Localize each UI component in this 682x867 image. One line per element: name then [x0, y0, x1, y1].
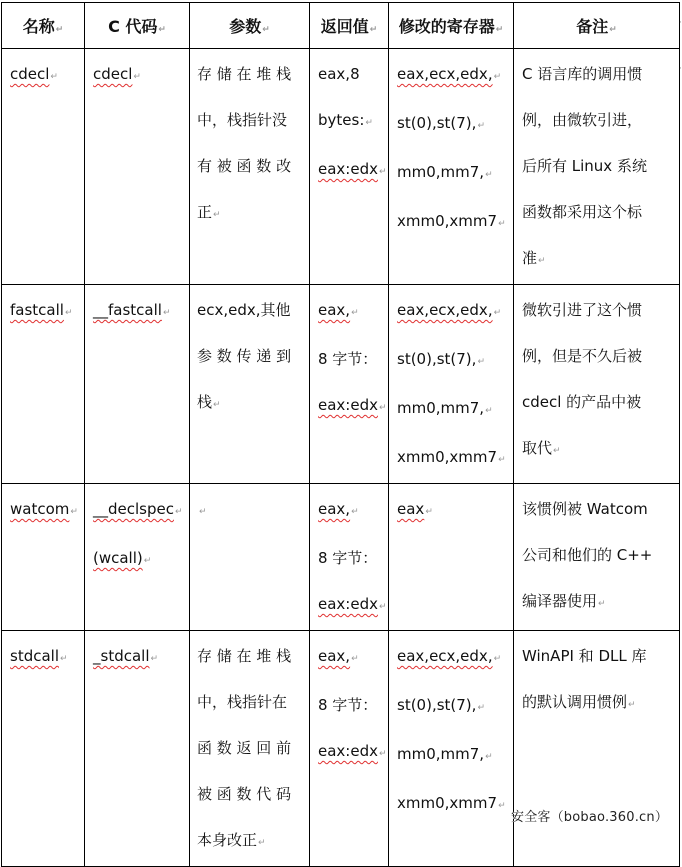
header-return: 返回值↵ — [310, 3, 389, 49]
watermark: 安全客（bobao.360.cn） — [511, 810, 669, 825]
header-notes: 备注↵ — [514, 3, 680, 49]
cell-return[interactable]: eax,8 bytes:↵ eax:edx↵ — [310, 49, 389, 285]
cell-params[interactable]: 存 储 在 堆 栈 中，栈指针没 有 被 函 数 改 正↵ — [190, 49, 310, 285]
cell-params[interactable]: 存 储 在 堆 栈 中，栈指针在 函 数 返 回 前 被 函 数 代 码 本身改正↵ — [190, 631, 310, 867]
cell-name[interactable]: stdcall↵ — [2, 631, 85, 867]
header-row — [2, 3, 680, 49]
cell-registers[interactable]: eax,ecx,edx,↵ st(0),st(7),↵ mm0,mm7,↵ xmm0,xmm7↵ — [389, 49, 514, 285]
cell-name[interactable]: watcom↵ — [2, 484, 85, 631]
cell-c-code[interactable]: _stdcall↵ — [85, 631, 190, 867]
cell-registers[interactable]: eax,ecx,edx,↵ st(0),st(7),↵ mm0,mm7,↵ xmm0,xmm7↵ — [389, 285, 514, 484]
cell-notes[interactable]: 微软引进了这个惯 例，但是不久后被 cdecl 的产品中被 取代↵ — [514, 285, 680, 484]
cell-return[interactable]: eax,↵ 8 字节： eax:edx↵ — [310, 484, 389, 631]
header-c-code: C 代码↵ — [85, 3, 190, 49]
row-end-mark: · — [679, 18, 682, 28]
cell-params[interactable]: ecx,edx,其他 参 数 传 递 到 栈↵ — [190, 285, 310, 484]
cell-notes[interactable]: C 语言库的调用惯 例，由微软引进， 后所有 Linux 系统 函数都采用这个标 准↵ — [514, 49, 680, 285]
table-row — [2, 484, 680, 631]
header-params: 参数↵ — [190, 3, 310, 49]
cell-c-code[interactable]: __fastcall↵ — [85, 285, 190, 484]
table-row — [2, 49, 680, 285]
row-end-mark: · — [679, 64, 682, 74]
header-registers: 修改的寄存器↵ — [389, 3, 514, 49]
table-row — [2, 631, 680, 867]
cell-return[interactable]: eax,↵ 8 字节： eax:edx↵ — [310, 285, 389, 484]
cell-notes[interactable]: WinAPI 和 DLL 库 的默认调用惯例↵ — [514, 631, 680, 867]
cell-registers[interactable]: eax,ecx,edx,↵ st(0),st(7),↵ mm0,mm7,↵ xmm0,xmm7↵ — [389, 631, 514, 867]
cell-c-code[interactable]: __declspec↵ (wcall)↵ — [85, 484, 190, 631]
cell-notes[interactable]: 该惯例被 Watcom 公司和他们的 C++ 编译器使用↵ — [514, 484, 680, 631]
cell-registers[interactable]: eax↵ — [389, 484, 514, 631]
cell-name[interactable]: cdecl↵ — [2, 49, 85, 285]
cell-params[interactable]: ↵ — [190, 484, 310, 631]
cell-name[interactable]: fastcall↵ — [2, 285, 85, 484]
header-name: 名称↵ — [2, 3, 85, 49]
calling-convention-table — [1, 2, 680, 867]
cell-c-code[interactable]: cdecl↵ — [85, 49, 190, 285]
cell-return[interactable]: eax,↵ 8 字节： eax:edx↵ — [310, 631, 389, 867]
table-row — [2, 285, 680, 484]
